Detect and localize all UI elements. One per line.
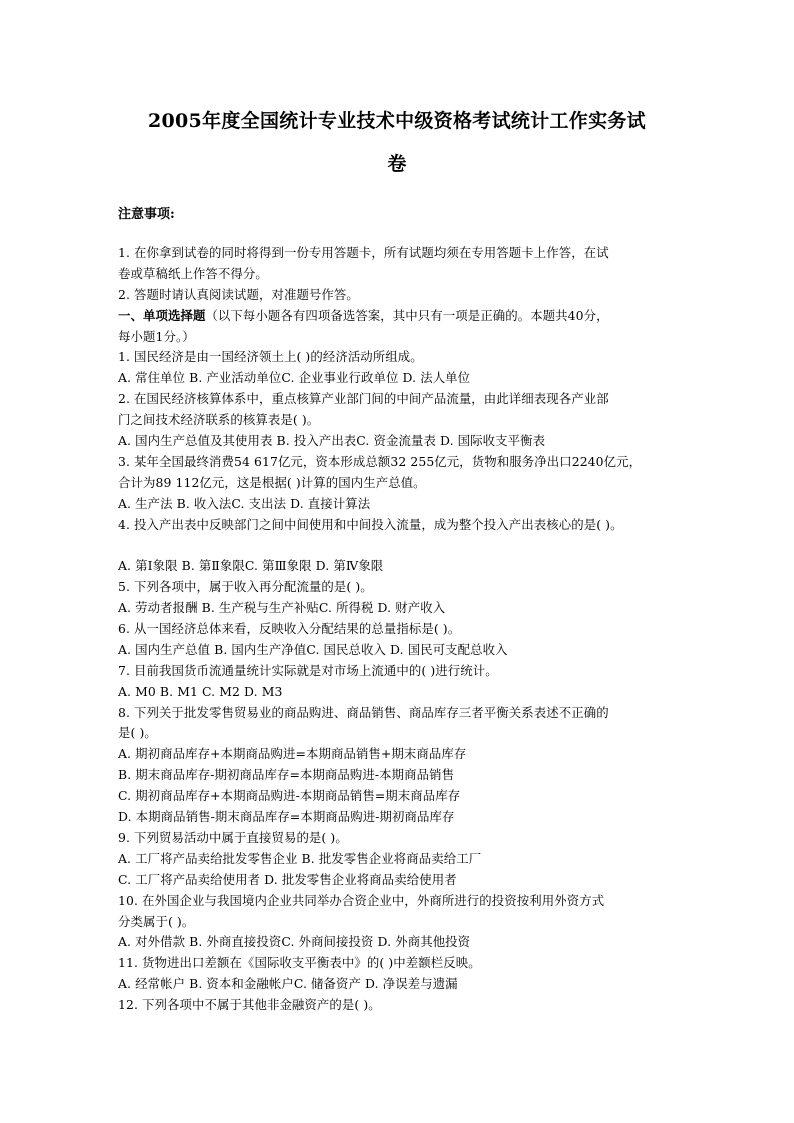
text-line [118, 410, 718, 431]
line-text: A. 第Ⅰ象限 B. 第Ⅱ象限C. 第Ⅲ象限 D. 第Ⅳ象限 [118, 558, 384, 574]
line-text: 1. 国民经济是由一国经济领土上( )的经济活动所组成。 [118, 349, 423, 365]
text-line [118, 347, 718, 368]
text-line [118, 515, 718, 536]
line-text: 是( )。 [118, 725, 157, 741]
line-text: 门之间技术经济联系的核算表是( )。 [118, 412, 320, 428]
text-line [118, 974, 718, 995]
exam-text-body [118, 243, 718, 1016]
text-line [118, 243, 718, 264]
text-line [118, 765, 718, 786]
line-text: 5. 下列各项中，属于收入再分配流量的是( )。 [118, 579, 373, 595]
line-text: 卷或草稿纸上作答不得分。 [118, 265, 268, 281]
text-line [118, 640, 718, 661]
text-line [118, 932, 718, 953]
text-line [118, 556, 718, 577]
line-text: C. 工厂将产品卖给使用者 D. 批发零售企业将商品卖给使用者 [118, 871, 457, 887]
text-line [118, 327, 718, 348]
line-text: 3. 某年全国最终消费54 617亿元，资本形成总额32 255亿元，货物和服务净出口2240亿元， [118, 453, 642, 469]
text-line [118, 786, 718, 807]
text-line [118, 577, 718, 598]
text-line [118, 535, 718, 556]
line-text: 12. 下列各项中不属于其他非金融资产的是( )。 [118, 997, 381, 1013]
text-line [118, 723, 718, 744]
notice-heading: 注意事项: [118, 207, 175, 222]
line-text: 每小题1分。） [118, 328, 195, 344]
text-line [118, 389, 718, 410]
line-text: 11. 货物进出口差额在《国际收支平衡表中》的( )中差额栏反映。 [118, 955, 481, 971]
text-line [118, 807, 718, 828]
line-text: （以下每小题各有四项备选答案，其中只有一项是正确的。本题共40分， [205, 307, 609, 323]
text-line [118, 828, 718, 849]
line-text: A. 对外借款 B. 外商直接投资C. 外商间接投资 D. 外商其他投资 [118, 934, 471, 950]
text-line [118, 264, 718, 285]
line-text: A. 期初商品库存+本期商品购进=本期商品销售+期末商品库存 [118, 746, 467, 762]
line-text: 10. 在外国企业与我国境内企业共同举办合资企业中，外商所进行的投资按利用外资方式 [118, 892, 605, 908]
text-line [118, 619, 718, 640]
document-title-line-1: 2005年度全国统计专业技术中级资格考试统计工作实务试 [148, 110, 646, 132]
line-text: 1. 在你拿到试卷的同时将得到一份专用答题卡，所有试题均须在专用答题卡上作答，在试 [118, 245, 609, 260]
line-text: A. 经常帐户 B. 资本和金融帐户C. 储备资产 D. 净误差与遗漏 [118, 976, 458, 992]
text-line [118, 744, 718, 765]
line-text: A. 劳动者报酬 B. 生产税与生产补贴C. 所得税 D. 财产收入 [118, 600, 446, 616]
line-text: A. 国内生产总值 B. 国内生产净值C. 国民总收入 D. 国民可支配总收入 [118, 641, 508, 657]
text-line [118, 849, 718, 870]
text-line [118, 368, 718, 389]
line-text: 4. 投入产出表中反映部门之间中间使用和中间投入流量，成为整个投入产出表核心的是( )。 [118, 516, 623, 532]
text-line [118, 494, 718, 515]
line-text: 6. 从一国经济总体来看，反映收入分配结果的总量指标是( )。 [118, 621, 461, 637]
line-text: 8. 下列关于批发零售贸易业的商品购进、商品销售、商品库存三者平衡关系表述不正确的 [118, 704, 609, 720]
section-heading: 一、单项选择题 [118, 307, 206, 323]
line-text: B. 期末商品库存-期初商品库存=本期商品购进-本期商品销售 [118, 767, 455, 783]
document-title-line-2: 卷 [387, 153, 407, 175]
text-line [118, 891, 718, 912]
text-line [118, 285, 718, 306]
line-text: A. 常住单位 B. 产业活动单位C. 企业事业行政单位 D. 法人单位 [118, 370, 471, 386]
line-text: A. M0 B. M1 C. M2 D. M3 [118, 683, 283, 699]
text-line [118, 598, 718, 619]
line-text: 合计为89 112亿元，这是根据( )计算的国内生产总值。 [118, 474, 426, 490]
line-text: A. 生产法 B. 收入法C. 支出法 D. 直接计算法 [118, 495, 371, 511]
line-text: 2. 在国民经济核算体系中，重点核算产业部门间的中间产品流量，由此详细表现各产业部 [118, 391, 609, 407]
line-text: D. 本期商品销售-期末商品库存=本期商品购进-期初商品库存 [118, 809, 455, 825]
text-line [118, 452, 718, 473]
line-text: 7. 目前我国货币流通量统计实际就是对市场上流通中的( )进行统计。 [118, 662, 498, 678]
line-text: 分类属于( )。 [118, 913, 195, 929]
line-text: A. 工厂将产品卖给批发零售企业 B. 批发零售企业将商品卖给工厂 [118, 850, 482, 866]
text-line [118, 682, 718, 703]
text-line [118, 995, 718, 1016]
line-text: 9. 下列贸易活动中属于直接贸易的是( )。 [118, 829, 348, 845]
text-line [118, 661, 718, 682]
text-line [118, 306, 718, 327]
text-line [118, 703, 718, 724]
text-line [118, 912, 718, 933]
line-text: A. 国内生产总值及其使用表 B. 投入产出表C. 资金流量表 D. 国际收支平衡表 [118, 433, 546, 449]
text-line [118, 870, 718, 891]
line-text: 2. 答题时请认真阅读试题，对准题号作答。 [118, 286, 359, 302]
text-line [118, 953, 718, 974]
text-line [118, 431, 718, 452]
text-line [118, 473, 718, 494]
line-text: C. 期初商品库存+本期商品购进-本期商品销售=期末商品库存 [118, 788, 461, 804]
